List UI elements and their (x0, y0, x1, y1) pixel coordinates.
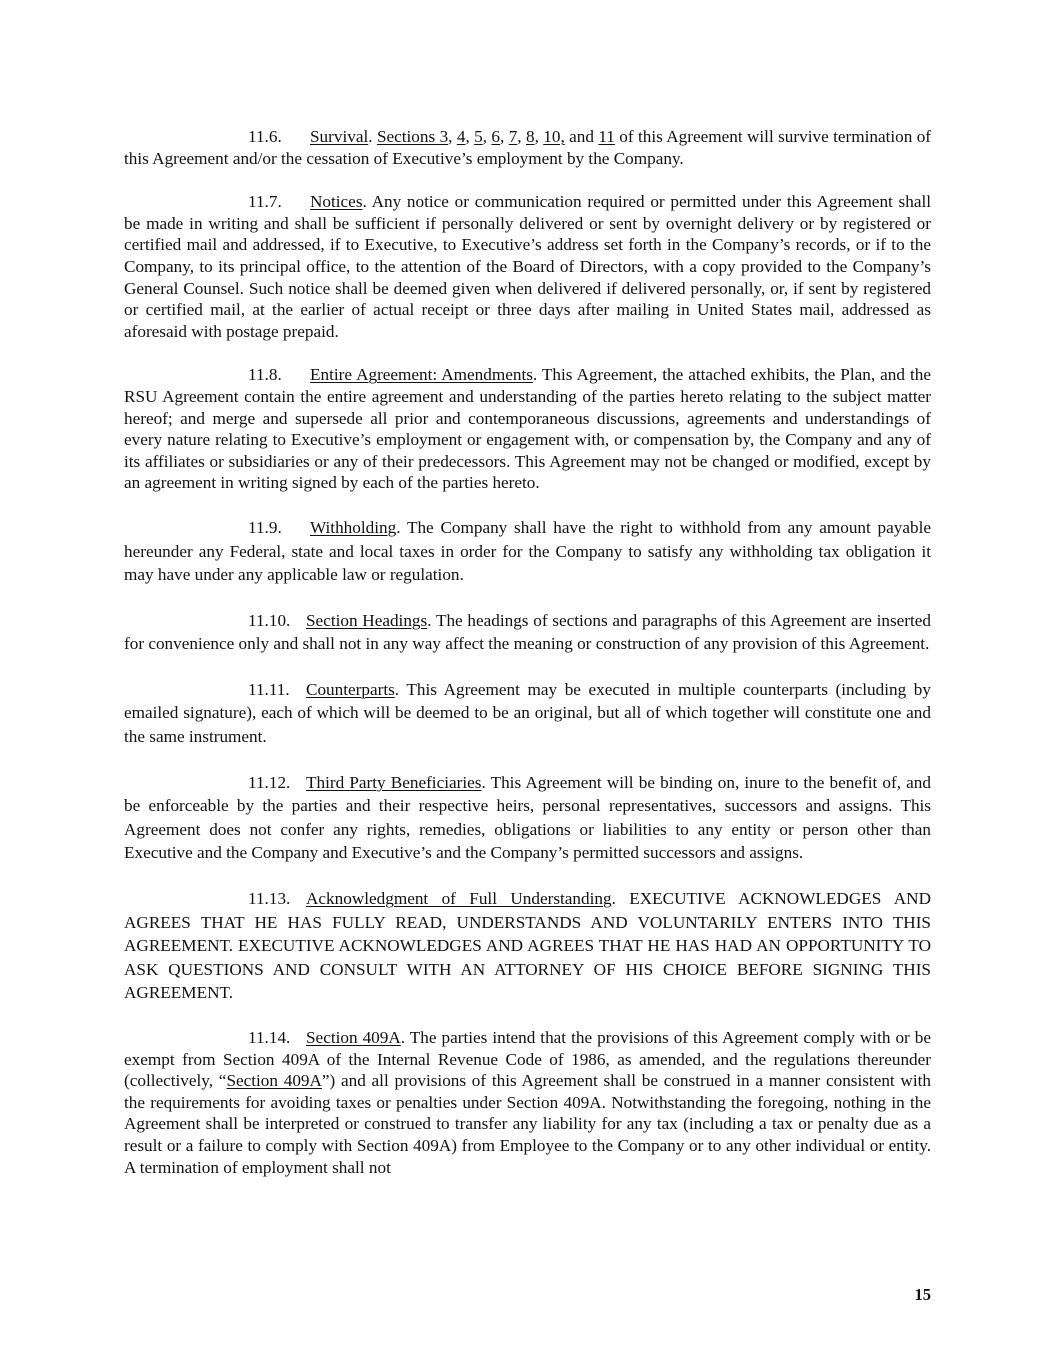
section-text: of this Agreement will survive termination of this Agreement and/or the cessation of Executive’s employment by the Company. (124, 127, 932, 168)
section-text: . This Agreement, the attached exhibits, the Plan, and the RSU Agreement contain the entire agreement and understanding of the parties hereto relating to the subject matter hereof; and merge and supersede all prior and contemporaneous discussions, agreements and understandings of every nature relating to Executive’s employment or engagement with, or compensation by, the Company and any of its affiliates or subsidiaries or any of their predecessors. This Agreement may not be changed or modified, except by an agreement in writing signed by each of the parties hereto. (124, 365, 931, 493)
defined-term: Section 409A (226, 1071, 322, 1091)
section-11-9 (124, 516, 931, 587)
section-title: Counterparts (306, 679, 395, 699)
section-text: . The headings of sections and paragraphs of this Agreement are inserted for convenience only and shall not in any way affect the meaning or construction of any provision of this Agreement. (124, 610, 931, 654)
section-11-7 (124, 191, 931, 342)
section-number: 11.13. (248, 889, 291, 909)
section-title: Acknowledgment of Full Understanding (306, 889, 612, 909)
section-title: Third Party Beneficiaries (306, 772, 482, 792)
section-ref: 5 (474, 127, 483, 146)
section-ref: 8 (525, 127, 535, 146)
section-ref: 6 (491, 127, 501, 146)
section-11-10 (124, 609, 931, 656)
section-number: 11.9. (248, 517, 282, 537)
section-text: . Any notice or communication required or permitted under this Agreement shall be made in writing and shall be sufficient if personally delivered or sent by overnight delivery or by registered or certified mail and addressed, if to Executive, to Executive’s address set forth in the Company’s records, or if to the Company, to its principal office, to the attention of the Board of Directors, with a copy provided to the Company’s General Counsel. Such notice shall be deemed given when delivered if delivered personally, or, if sent by registered or certified mail, at the earlier of actual receipt or three days after mailing in United States mail, addressed as aforesaid with postage prepaid. (124, 192, 931, 341)
section-title: Survival (310, 127, 369, 146)
section-ref: 4 (456, 127, 466, 146)
section-number: 11.7. (248, 192, 282, 212)
section-11-14 (124, 1027, 931, 1178)
section-number: 11.8. (248, 365, 282, 385)
section-11-11 (124, 678, 931, 749)
section-text: . This Agreement will be binding on, inure to the benefit of, and be enforceable by the parties and their respective heirs, personal representatives, successors and assigns. This Agreement does not confer any rights, remedies, obligations or liabilities to any entity or person other than Executive and the Company and Executive’s and the Company’s permitted successors and assigns. (124, 772, 931, 863)
section-11-13 (124, 887, 931, 1005)
section-title: Notices (310, 192, 363, 212)
section-number: 11.12. (248, 772, 291, 792)
section-11-12 (124, 771, 931, 865)
document-page (124, 126, 931, 1200)
section-text: . The parties intend that the provisions of this Agreement comply with or be exempt from Section 409A of the Internal Revenue Code of 1986, as amended, and the regulations thereunder (collectively, “ (124, 1028, 932, 1091)
section-number: 11.10. (248, 610, 291, 630)
section-number: 11.6. (248, 127, 282, 146)
section-title: Withholding (310, 517, 397, 537)
section-ref: 10, (543, 127, 565, 146)
section-number: 11.14. (248, 1028, 291, 1047)
section-title: Entire Agreement: Amendments (310, 365, 533, 385)
section-text: ”) and all provisions of this Agreement shall be construed in a manner consistent with the requirements for avoiding taxes or penalties under Section 409A. Notwithstanding the foregoing, nothing in the Agreement shall be interpreted or construed to transfer any liability for any tax (including a tax or penalty due as a result or a failure to comply with Section 409A) from Employee to the Company or to any other individual or entity. A termination of employment shall not (124, 1071, 931, 1177)
section-text: . EXECUTIVE ACKNOWLEDGES AND AGREES THAT HE HAS FULLY READ, UNDERSTANDS AND VOLUNTARILY ENTERS INTO THIS AGREEMENT. EXECUTIVE ACKNOWLEDGES AND AGREES THAT HE HAS HAD AN OPPORTUNITY TO ASK QUESTIONS AND CONSULT WITH AN ATTORNEY OF HIS CHOICE BEFORE SIGNING THIS AGREEMENT. (124, 889, 931, 1003)
section-text: . The Company shall have the right to withhold from any amount payable hereunder any Federal, state and local taxes in order for the Company to satisfy any withholding tax obligation it may have under any applicable law or regulation. (124, 517, 931, 585)
section-text: . (368, 127, 377, 146)
section-11-6: 11.6. Survival. Sections 3, 4, 5, 6, 7, 8, 10, and 11 of this Agreement will survive termination of this Agreement and/or the cessation of Executive’s employment by the Company. (124, 127, 932, 168)
page-number: 15 (914, 1285, 931, 1304)
section-number: 11.11. (248, 679, 290, 699)
section-title: Section 409A (306, 1028, 401, 1047)
section-ref: 11 (598, 127, 615, 146)
section-11-8 (124, 364, 931, 494)
section-ref: 7 (508, 127, 518, 146)
section-text: . This Agreement may be executed in multiple counterparts (including by emailed signature), each of which will be deemed to be an original, but all of which together will constitute one and the same instrument. (124, 679, 931, 747)
section-title: Section Headings (306, 610, 428, 630)
section-ref: Sections 3 (376, 127, 449, 146)
